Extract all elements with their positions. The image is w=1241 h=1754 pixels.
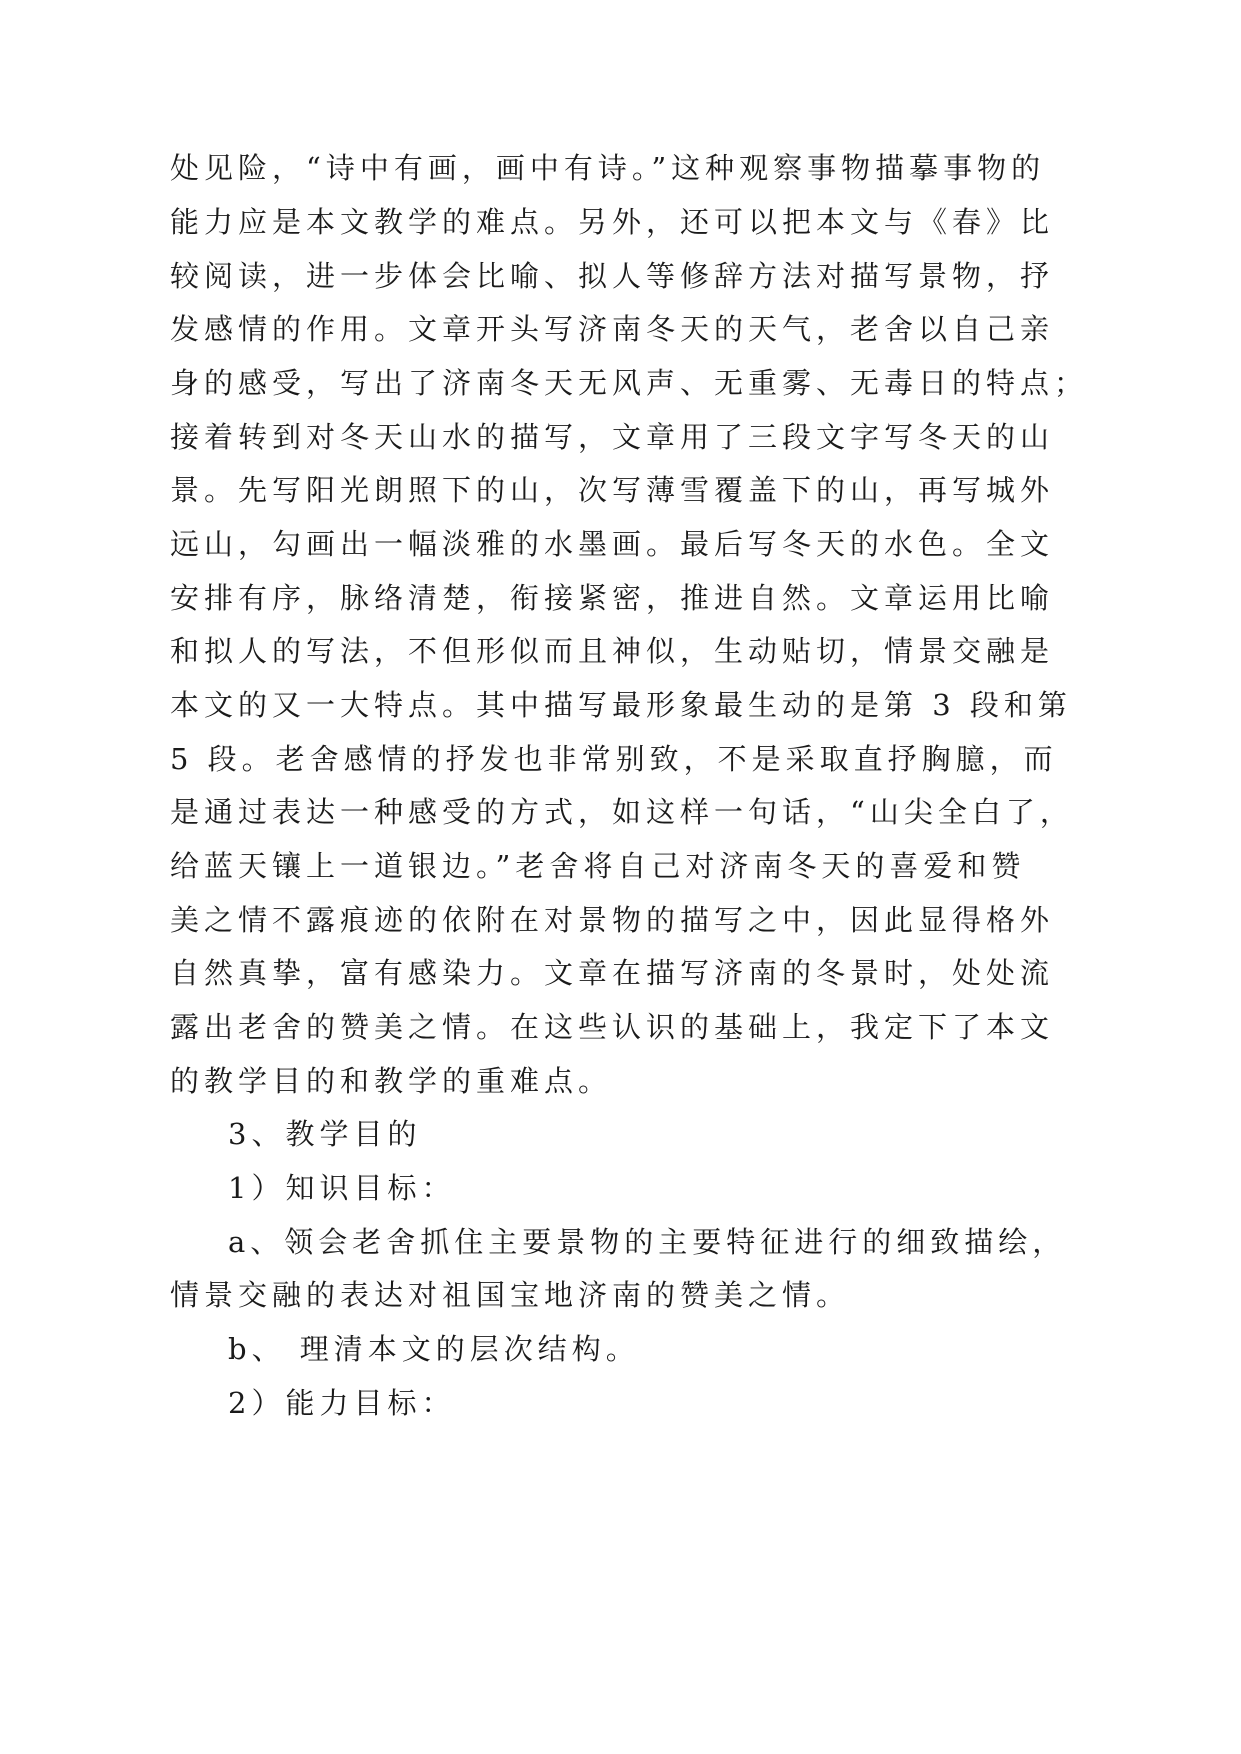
text-line: 发感情的作用。文章开头写济南冬天的天气，老舍以自己亲 <box>170 312 1055 346</box>
text-line: 自然真挚，富有感染力。文章在描写济南的冬景时，处处流 <box>170 956 1055 990</box>
subsection-heading: 1）知识目标： <box>228 1171 456 1205</box>
text-line: 安排有序，脉络清楚，衔接紧密，推进自然。文章运用比喻 <box>170 581 1055 615</box>
text-line: 给蓝天镶上一道银边。”老舍将自己对济南冬天的喜爱和赞 <box>170 849 1026 883</box>
text-line: 5 段。老舍感情的抒发也非常别致，不是采取直抒胸臆，而 <box>170 742 1058 776</box>
subsection-heading: 2）能力目标： <box>228 1386 456 1420</box>
text-line: 身的感受，写出了济南冬天无风声、无重雾、无毒日的特点； <box>170 366 1089 400</box>
text-line: 能力应是本文教学的难点。另外，还可以把本文与《春》比 <box>170 205 1055 239</box>
list-item: b、 理清本文的层次结构。 <box>228 1332 640 1366</box>
list-item: a、领会老舍抓住主要景物的主要特征进行的细致描绘， <box>228 1225 1067 1259</box>
text-line: 较阅读，进一步体会比喻、拟人等修辞方法对描写景物，抒 <box>170 259 1055 293</box>
text-line: 景。先写阳光朗照下的山，次写薄雪覆盖下的山，再写城外 <box>170 473 1055 507</box>
text-line: 处见险，“诗中有画，画中有诗。”这种观察事物描摹事物的 <box>170 151 1046 185</box>
text-line: 远山，勾画出一幅淡雅的水墨画。最后写冬天的水色。全文 <box>170 527 1055 561</box>
text-line: 和拟人的写法，不但形似而且神似，生动贴切，情景交融是 <box>170 634 1055 668</box>
section-heading: 3、教学目的 <box>228 1117 422 1151</box>
text-line: 的教学目的和教学的重难点。 <box>170 1064 613 1098</box>
text-line: 情景交融的表达对祖国宝地济南的赞美之情。 <box>170 1278 851 1312</box>
text-line: 接着转到对冬天山水的描写，文章用了三段文字写冬天的山 <box>170 420 1055 454</box>
text-line: 是通过表达一种感受的方式，如这样一句话，“山尖全白了， <box>170 795 1074 829</box>
text-line: 本文的又一大特点。其中描写最形象最生动的是第 3 段和第 <box>170 688 1072 722</box>
text-line: 露出老舍的赞美之情。在这些认识的基础上，我定下了本文 <box>170 1010 1055 1044</box>
text-line: 美之情不露痕迹的依附在对景物的描写之中，因此显得格外 <box>170 903 1055 937</box>
